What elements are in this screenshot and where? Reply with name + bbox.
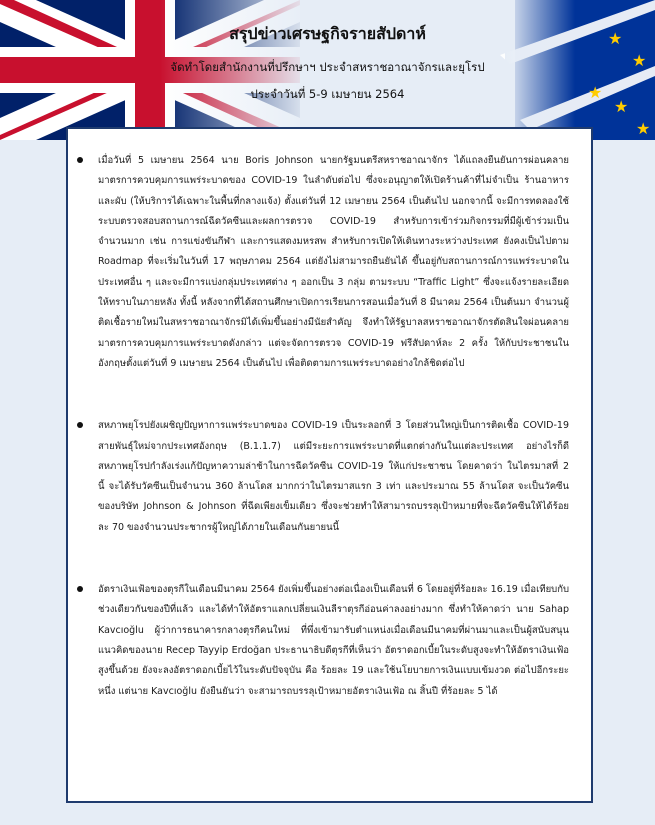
news-paragraph: สหภาพยุโรปยังเผชิญปัญหาการแพร่ระบาดของ COVID-19 เป็นระลอกที่ 3 โดยส่วนใหญ่เป็นการติดเชื้อ COVID-19 สายพันธุ์ใหม่จากประเทศอังกฤษ (B.1.1.7) แต่มีระยะการแพร่ระบาดที่แตกต่างกันในแต่ละประเทศ อย่างไรก็ดี สหภาพยุโรปกำลังเร่งแก้ปัญหาความล่าช้าในการฉีดวัคซีน COVID-19 ให้แก่ประชาชน โดยคาดว่า ในไตรมาสที่ 2 นี้ จะได้รับวัคซีนเป็นจำนวน 360 ล้านโดส มากกว่าในไตรมาสแรก 3 เท่า และประมาณ 55 ล้านโดส จะเป็นวัคซีนของบริษัท Johnson & Johnson ที่ฉีดเพียงเข็มเดียว ซึ่งจะช่วยทำให้สามารถบรรลุเป้าหมายที่จะฉีดวัคซีนให้ได้ร้อยละ 70 ของจำนวนประชากรผู้ใหญ่ได้ภายในเดือนกันยายนนี้ — [98, 420, 569, 533]
news-paragraph: เมื่อวันที่ 5 เมษายน 2564 นาย Boris Johnson นายกรัฐมนตรีสหราชอาณาจักร ได้แถลงยืนยันการผ่อนคลายมาตรการควบคุมการแพร่ระบาดของ COVID-19 ในลำดับต่อไป ซึ่งจะอนุญาตให้เปิดร้านค้าที่ไม่จำเป็น ร้านอาหาร และผับ (ให้บริการได้เฉพาะในพื้นที่กลางแจ้ง) ตั้งแต่วันที่ 12 เมษายน 2564 เป็นต้นไป นอกจากนี้ จะมีการทดลองใช้ระบบตรวจสอบสถานการณ์ฉีดวัคซีนและผลการตรวจ COVID-19 สำหรับการเข้าร่วมกิจกรรมที่มีผู้เข้าร่วมเป็นจำนวนมาก เช่น การแข่งขันกีฬา และการแสดงมหรสพ สำหรับการเปิดให้เดินทางระหว่างประเทศ ยังคงเป็นไปตาม Roadmap ที่จะเริ่มในวันที่ 17 พฤษภาคม 2564 แต่ยังไม่สามารถยืนยันได้ ขึ้นอยู่กับสถานการณ์การแพร่ระบาดในประเทศอื่น ๆ และจะมีการแบ่งกลุ่มประเทศต่าง ๆ ออกเป็น 3 กลุ่ม ตามระบบ “Traffic Light” ซึ่งจะแจ้งรายละเอียดให้ทราบในภายหลัง ทั้งนี้ หลังจากที่ได้สถานศึกษาเปิดการเรียนการสอนเมื่อวันที่ 8 มีนาคม 2564 เป็นต้นมา จำนวนผู้ติดเชื้อรายใหม่ในสหราชอาณาจักรมิได้เพิ่มขึ้นอย่างมีนัยสำคัญ จึงทำให้รัฐบาลสหราชอาณาจักรตัดสินใจผ่อนคลายมาตรการควบคุมการแพร่ระบาดดังกล่าว แต่จะจัดการตรวจ COVID-19 ฟรีสัปดาห์ละ 2 ครั้ง ให้กับประชาชนในอังกฤษตั้งแต่วันที่ 9 เมษายน 2564 เป็นต้นไป เพื่อติดตามการแพร่ระบาดอย่างใกล้ชิดต่อไป — [98, 155, 569, 369]
svg-text:★: ★ — [588, 83, 603, 102]
news-list — [68, 151, 591, 702]
svg-text:★: ★ — [614, 97, 629, 116]
news-item-turkey — [68, 580, 569, 702]
page-subtitle: จัดทำโดยสำนักงานที่ปรึกษาฯ ประจำสหราชอาณาจักรและยุโรป — [170, 60, 485, 74]
news-item-eu — [68, 416, 569, 538]
news-paragraph: อัตราเงินเฟ้อของตุรกีในเดือนมีนาคม 2564 ยังเพิ่มขึ้นอย่างต่อเนื่องเป็นเดือนที่ 6 โดยอยู่ที่ร้อยละ 16.19 เมื่อเทียบกับช่วงเดียวกันของปีที่แล้ว และได้ทำให้อัตราแลกเปลี่ยนเงินลีราตุรกีอ่อนค่าลงอย่างมาก ซึ่งทำให้คาดว่า นาย Sahap Kavcıoğlu ผู้ว่าการธนาคารกลางตุรกีคนใหม่ ที่พึ่งเข้ามารับตำแหน่งเมื่อเดือนมีนาคมที่ผ่านมาและเป็นผู้สนับสนุนแนวคิดของนาย Recep Tayyip Erdoğan ประธานาธิบดีตุรกีที่เห็นว่า อัตราดอกเบี้ยในระดับสูงจะทำให้อัตราเงินเฟ้อสูงขึ้นด้วย ยังจะลงอัตราดอกเบี้ยไว้ในระดับปัจจุบัน คือ ร้อยละ 19 และใช้นโยบายการเงินแบบเข้มงวด ต่อไปอีกระยะหนึ่ง แต่นาย Kavcıoğlu ยังยืนยันว่า จะสามารถบรรลุเป้าหมายอัตราเงินเฟ้อ ณ สิ้นปี ที่ร้อยละ 5 ได้ — [98, 584, 569, 697]
bullet-dot-icon — [77, 422, 83, 428]
page-title: สรุปข่าวเศรษฐกิจรายสัปดาห์ — [229, 24, 426, 43]
news-item-uk — [68, 151, 569, 374]
bullet-dot-icon — [77, 586, 83, 592]
svg-text:★: ★ — [608, 29, 623, 48]
date-range: ประจำวันที่ 5-9 เมษายน 2564 — [250, 87, 405, 101]
news-panel — [66, 127, 593, 803]
document-header — [0, 0, 655, 104]
svg-text:★: ★ — [636, 119, 651, 138]
svg-text:★: ★ — [632, 51, 647, 70]
bullet-dot-icon — [77, 157, 83, 163]
